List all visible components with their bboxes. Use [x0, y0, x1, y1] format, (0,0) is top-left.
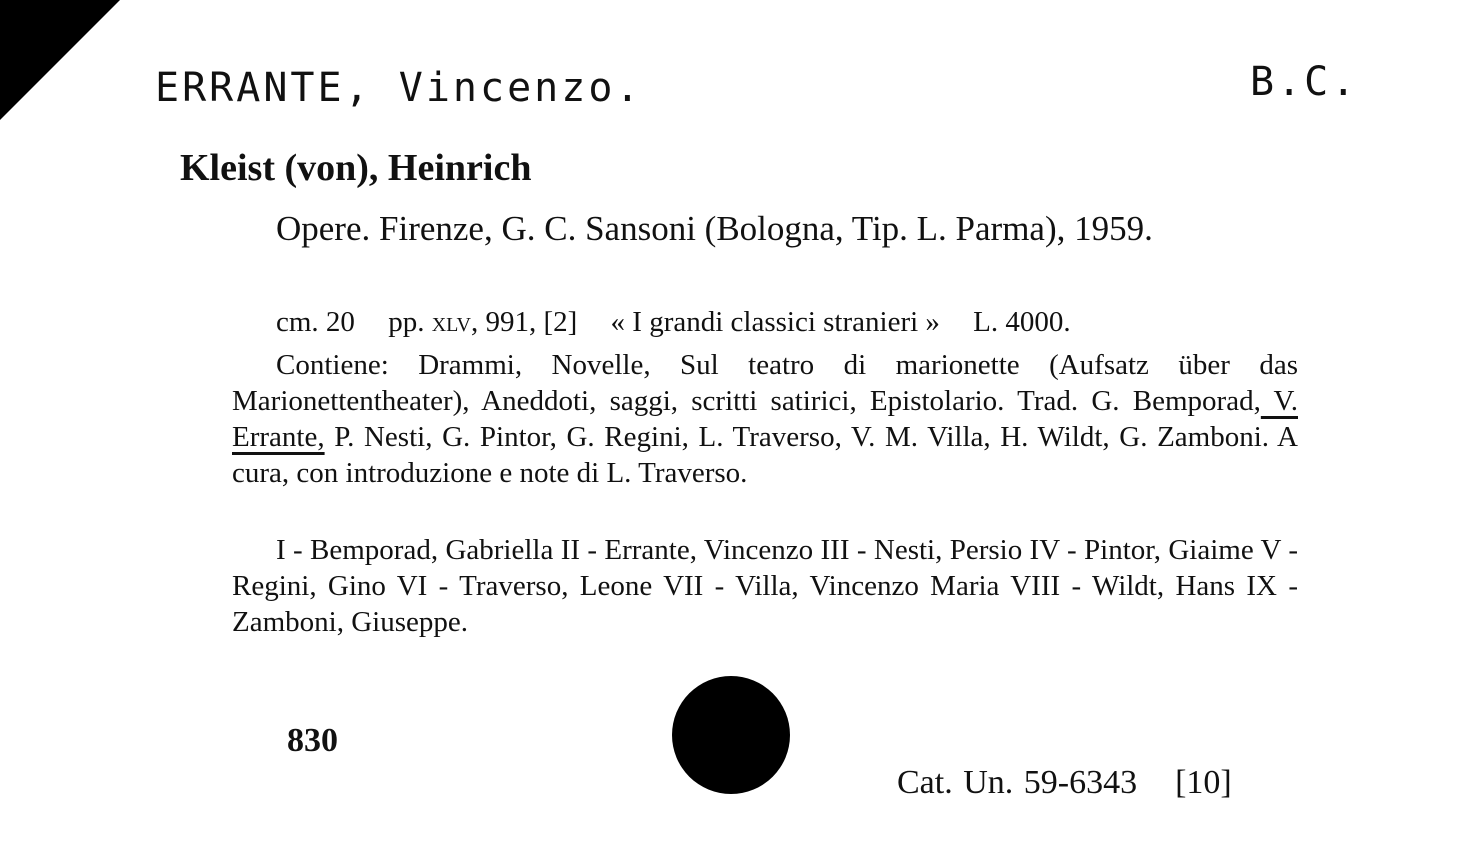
- catalog-count: [10]: [1175, 764, 1232, 801]
- added-entries-tracings: I - Bemporad, Gabriella II - Errante, Vincenzo III - Nesti, Persio IV - Pintor, Giaime V - Regini, Gino VI - Traverso, Leone VII - Villa, Vincenzo Maria VIII - Wildt, Hans IX - Zamboni, Giuseppe.: [232, 534, 1298, 638]
- contents-text-before: Contiene: Drammi, Novelle, Sul teatro di marionette (Aufsatz über das Marionettentheater), Aneddoti, saggi, scritti satirici, Epistolario. Trad. G. Bemporad,: [232, 349, 1298, 417]
- card-punch-hole: [672, 676, 790, 794]
- author-heading: Kleist (von), Heinrich: [180, 147, 532, 189]
- collation-line: [232, 304, 1298, 340]
- contents-underlined-translator: V. Errante,: [232, 385, 1298, 453]
- typed-heading-name: ERRANTE, Vincenzo.: [155, 65, 643, 111]
- card-corner-cut: [0, 0, 120, 120]
- catalog-number: Cat. Un. 59-6343: [897, 764, 1138, 801]
- typed-location-code: B.C.: [1250, 59, 1359, 105]
- contents-text-after: P. Nesti, G. Pintor, G. Regini, L. Traverso, V. M. Villa, H. Wildt, G. Zamboni. A cura, con introduzione e note di L. Traverso.: [232, 421, 1298, 489]
- title-imprint: Opere. Firenze, G. C. Sansoni (Bologna, Tip. L. Parma), 1959.: [276, 209, 1153, 248]
- collation-size: cm. 20: [276, 306, 355, 338]
- catalog-reference: [897, 764, 1232, 802]
- collation-pages-roman: xlv: [431, 306, 471, 338]
- collation-pages: [388, 306, 577, 338]
- collation-pages-rest: , 991, [2]: [470, 306, 578, 338]
- collation-price: L. 4000.: [973, 306, 1071, 338]
- contents-note: [232, 347, 1298, 491]
- collation-series: « I grandi classici stranieri »: [610, 306, 940, 338]
- collation-pages-prefix: pp.: [388, 306, 432, 338]
- classification-number: 830: [287, 722, 338, 759]
